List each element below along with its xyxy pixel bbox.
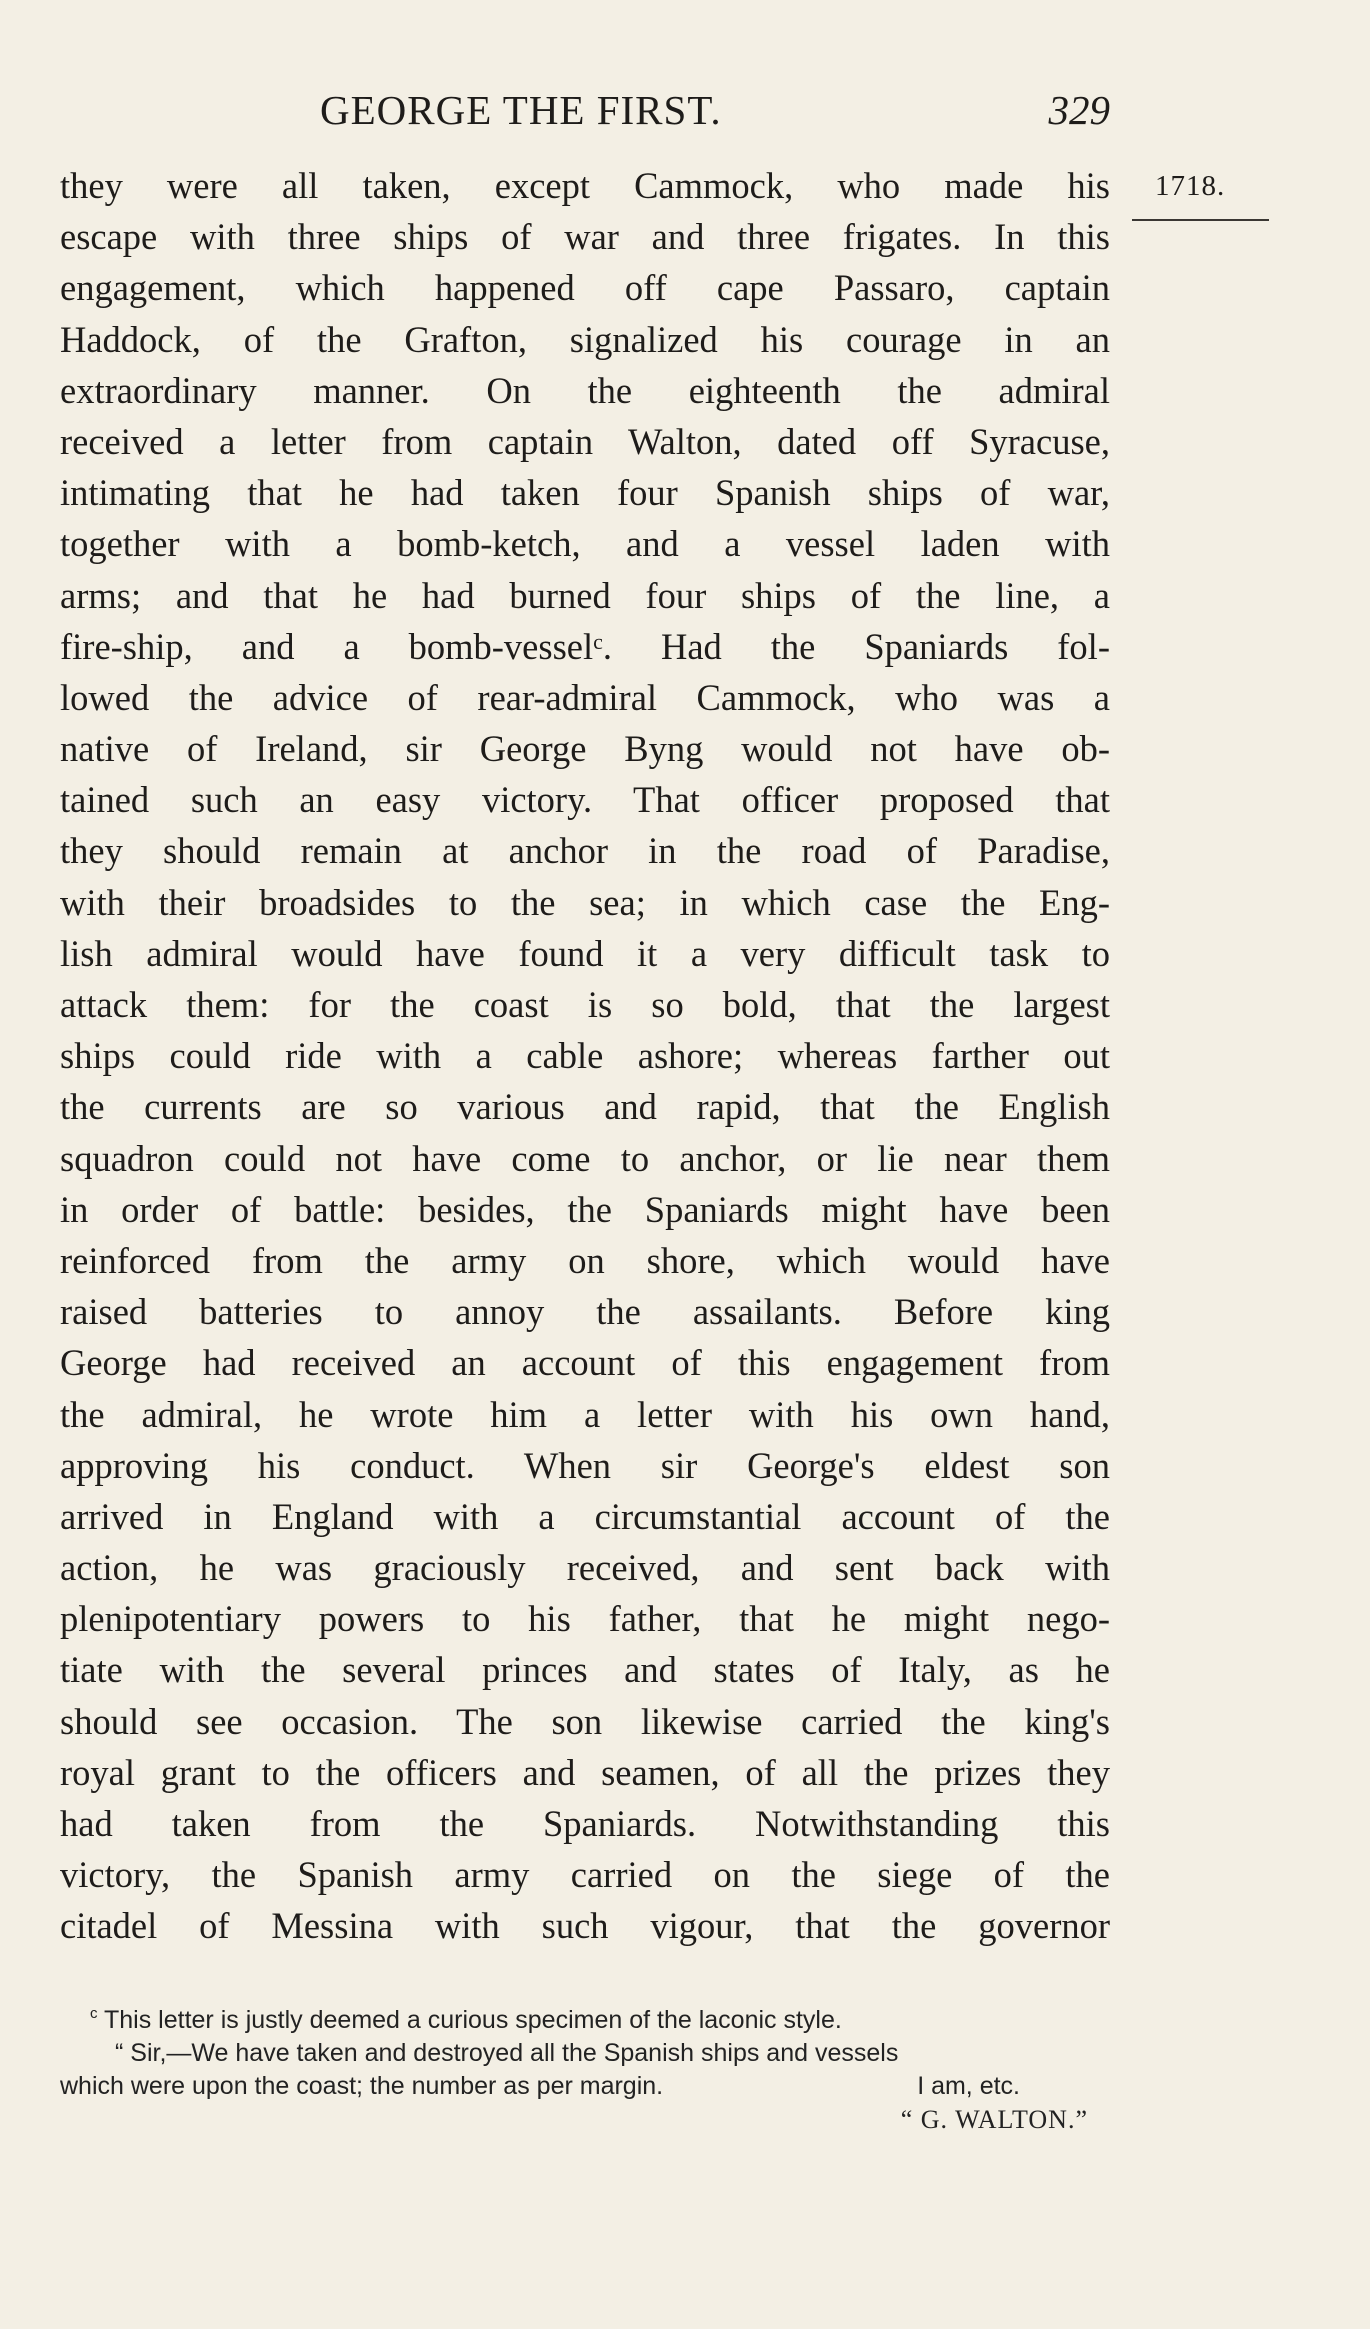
text-line: squadron could not have come to anchor, or lie near them (60, 1137, 1110, 1179)
page-number: 329 (1048, 87, 1110, 133)
text-line: native of Ireland, sir George Byng would not have ob- (60, 728, 1110, 770)
footnote-text: which were upon the coast; the number as per margin. (60, 2072, 664, 2100)
footnotes (60, 2004, 1110, 2136)
text-line: the admiral, he wrote him a letter with his own hand, (60, 1393, 1110, 1435)
text-line: in order of battle: besides, the Spaniards might have been (60, 1188, 1110, 1230)
body-text (60, 160, 1110, 1952)
footnote-signature: “ G. WALTON.” (900, 2105, 1088, 2134)
text-line-with-footnote-ref (60, 621, 1110, 672)
text-line: arrived in England with a circumstantial account of the (60, 1495, 1110, 1537)
text-line: arms; and that he had burned four ships of the line, a (60, 574, 1110, 616)
text-line: royal grant to the officers and seamen, of all the prizes they (60, 1751, 1110, 1793)
text-line: engagement, which happened off cape Passaro, captain (60, 267, 1110, 309)
text-line: George had received an account of this engagement from (60, 1342, 1110, 1384)
text-line: had taken from the Spaniards. Notwithstanding this (60, 1803, 1110, 1844)
text-line: citadel of Messina with such vigour, that the governor (60, 1905, 1110, 1947)
footnote-line (60, 2070, 1110, 2103)
text-line: action, he was graciously received, and sent back with (60, 1547, 1110, 1589)
margin-year: 1718. (1155, 170, 1226, 202)
text-line: extraordinary manner. On the eighteenth the admiral (60, 369, 1110, 411)
text-line: raised batteries to annoy the assailants. Before king (60, 1291, 1110, 1333)
text-line: they were all taken, except Cammock, who made his (60, 165, 1110, 206)
footnote-line (60, 2004, 1110, 2037)
text-line: received a letter from captain Walton, dated off Syracuse, (60, 420, 1110, 462)
text-line: reinforced from the army on shore, which would have (60, 1239, 1110, 1281)
footnote-marker: c (90, 2005, 98, 2022)
text-line: tained such an easy victory. That officer proposed that (60, 779, 1110, 821)
footnote-reference[interactable]: c (593, 628, 603, 654)
text-line: escape with three ships of war and three frigates. In this (60, 216, 1110, 258)
text-line: they should remain at anchor in the road of Paradise, (60, 830, 1110, 872)
text-line: approving his conduct. When sir George's eldest son (60, 1444, 1110, 1486)
text-line: together with a bomb-ketch, and a vessel laden with (60, 523, 1110, 565)
text-line: lowed the advice of rear-admiral Cammock, who was a (60, 676, 1110, 718)
footnote-line: “ Sir,—We have taken and destroyed all the Spanish ships and vessels (115, 2039, 899, 2067)
text-line: with their broadsides to the sea; in which case the Eng- (60, 881, 1110, 923)
text-line: plenipotentiary powers to his father, that he might nego- (60, 1598, 1110, 1640)
text-line: victory, the Spanish army carried on the siege of the (60, 1854, 1110, 1896)
text-line: tiate with the several princes and states of Italy, as he (60, 1649, 1110, 1691)
text-segment: . Had the Spaniards fol- (602, 625, 1110, 667)
text-line: should see occasion. The son likewise carried the king's (60, 1700, 1110, 1742)
running-title: GEORGE THE FIRST. (320, 87, 722, 133)
text-line: attack them: for the coast is so bold, that the largest (60, 984, 1110, 1025)
text-line: lish admiral would have found it a very difficult task to (60, 932, 1110, 974)
text-line: the currents are so various and rapid, that the English (60, 1086, 1110, 1128)
footnote-text: This letter is justly deemed a curious specimen of the laconic style. (104, 2006, 842, 2034)
margin-rule (1132, 219, 1269, 221)
text-segment: fire-ship, and a bomb-vessel (60, 625, 594, 667)
page-header (60, 80, 1110, 140)
text-line: Haddock, of the Grafton, signalized his courage in an (60, 318, 1110, 360)
text-line: intimating that he had taken four Spanish ships of war, (60, 472, 1110, 514)
footnote-text: I am, etc. (917, 2072, 1020, 2100)
text-line: ships could ride with a cable ashore; whereas farther out (60, 1035, 1110, 1077)
